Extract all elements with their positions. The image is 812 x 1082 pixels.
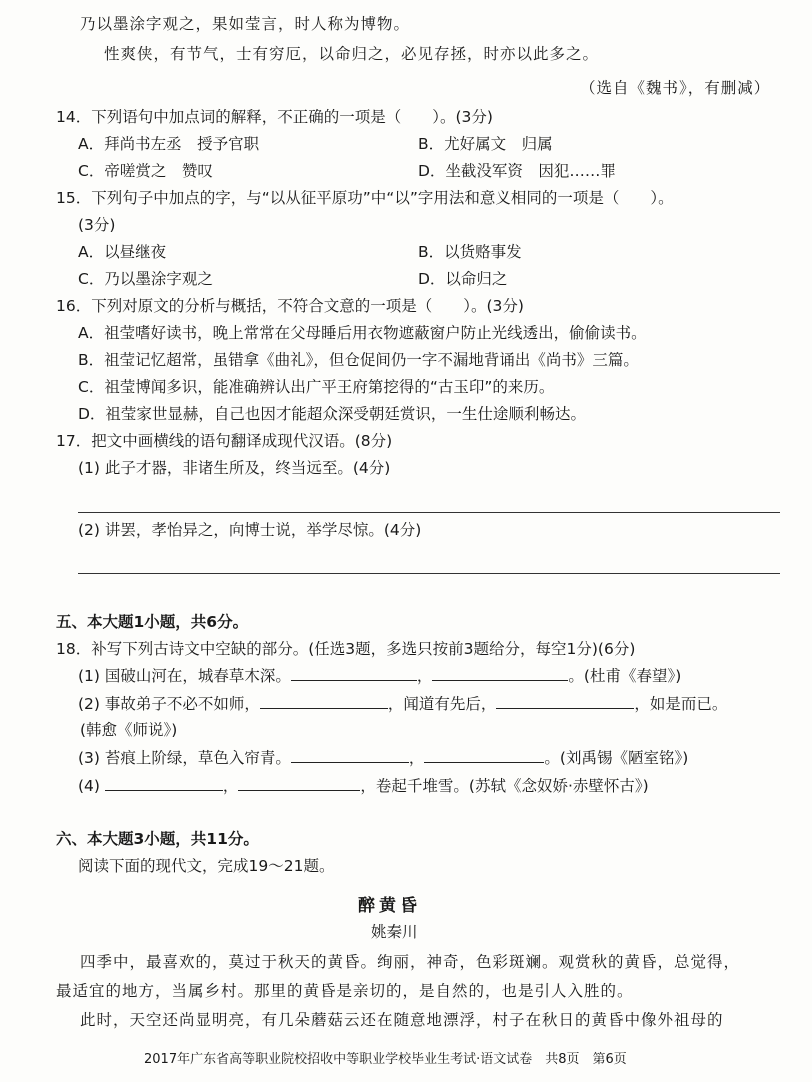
question-15-option-d[interactable]: D．以命归之 — [418, 270, 508, 288]
question-18-item-3: (3) 苔痕上阶绿，草色入帘青。 ， 。(刘禹锡《陋室铭》) — [78, 749, 689, 767]
section-5-heading: 五、本大题1小题，共6分。 — [56, 613, 249, 631]
question-15-stem: 15．下列句子中加点的字，与“以从征平原功”中“以”字用法和意义相同的一项是（ ）。 — [56, 189, 674, 207]
fill-blank[interactable] — [291, 748, 409, 763]
question-16-stem: 16．下列对原文的分析与概括，不符合文意的一项是（ ）。(3分) — [56, 297, 524, 315]
question-15-option-c[interactable]: C．乃以墨涂字观之 — [78, 270, 213, 288]
fill-blank[interactable] — [291, 666, 417, 681]
question-18-item-2: (2) 事故弟子不必不如师， ，闻道有先后， ，如是而已。 — [78, 695, 728, 713]
fill-blank[interactable] — [432, 666, 568, 681]
question-17-sentence-1: (1) 此子才器，非诸生所及，终当远至。(4分) — [78, 459, 391, 477]
question-17-stem: 17．把文中画横线的语句翻译成现代汉语。(8分) — [56, 432, 393, 450]
answer-line[interactable] — [78, 512, 780, 513]
essay-paragraph-line: 最适宜的地方，当属乡村。那里的黄昏是亲切的，是自然的，也是引人入胜的。 — [56, 982, 634, 1000]
question-14-option-d[interactable]: D．坐截没军资 因犯……罪 — [418, 162, 616, 180]
fill-blank[interactable] — [238, 776, 360, 791]
question-14-stem: 14．下列语句中加点词的解释，不正确的一项是（ ）。(3分) — [56, 108, 493, 126]
question-16-option-d[interactable]: D．祖莹家世显赫，自己也因才能超众深受朝廷赏识，一生仕途顺利畅达。 — [78, 405, 586, 423]
section-6-intro: 阅读下面的现代文，完成19～21题。 — [78, 857, 335, 875]
question-15-option-a[interactable]: A．以昼继夜 — [78, 243, 167, 261]
passage-line: 性爽侠，有节气，士有穷厄，以命归之，必见存拯，时亦以此多之。 — [104, 45, 600, 63]
essay-paragraph-line: 四季中，最喜欢的，莫过于秋天的黄昏。绚丽，神奇，色彩斑斓。观赏秋的黄昏，总觉得， — [80, 953, 741, 971]
question-18-item-4: (4) ， ，卷起千堆雪。(苏轼《念奴娇·赤壁怀古》) — [78, 777, 649, 795]
question-14-option-a[interactable]: A．拜尚书左丞 授予官职 — [78, 135, 260, 153]
question-16-option-a[interactable]: A．祖莹嗜好读书，晚上常常在父母睡后用衣物遮蔽窗户防止光线透出，偷偷读书。 — [78, 324, 647, 342]
question-16-option-c[interactable]: C．祖莹博闻多识，能准确辨认出广平王府第挖得的“古玉印”的来历。 — [78, 378, 555, 396]
question-15-score: (3分) — [78, 216, 116, 234]
essay-author: 姚秦川 — [371, 923, 418, 941]
question-14-option-c[interactable]: C．帝嗟赏之 赞叹 — [78, 162, 213, 180]
question-15-option-b[interactable]: B．以货赂事发 — [418, 243, 522, 261]
question-14-option-b[interactable]: B．尤好属文 归属 — [418, 135, 553, 153]
fill-blank[interactable] — [496, 694, 634, 709]
fill-blank[interactable] — [260, 694, 388, 709]
essay-paragraph-line: 此时，天空还尚显明亮，有几朵蘑菇云还在随意地漂浮，村子在秋日的黄昏中像外祖母的 — [80, 1011, 724, 1029]
fill-blank[interactable] — [105, 776, 223, 791]
passage-line: 乃以墨涂字观之，果如莹言，时人称为博物。 — [80, 15, 411, 33]
question-16-option-b[interactable]: B．祖莹记忆超常，虽错拿《曲礼》，但仓促间仍一字不漏地背诵出《尚书》三篇。 — [78, 351, 639, 369]
question-18-item-2-source: (韩愈《师说》) — [80, 721, 178, 739]
question-17-sentence-2: (2) 讲罢，孝怡异之，向博士说，举学尽惊。(4分) — [78, 521, 422, 539]
fill-blank[interactable] — [424, 748, 544, 763]
essay-title: 醉黄昏 — [358, 896, 421, 916]
passage-source: （选自《魏书》，有删减） — [580, 79, 771, 97]
answer-line[interactable] — [78, 573, 780, 574]
section-6-heading: 六、本大题3小题，共11分。 — [56, 830, 259, 848]
page-footer: 2017年广东省高等职业院校招收中等职业学校毕业生考试·语文试卷 共8页 第6页 — [144, 1052, 627, 1067]
question-18-item-1: (1) 国破山河在，城春草木深。 ， 。(杜甫《春望》) — [78, 667, 682, 685]
question-18-stem: 18．补写下列古诗文中空缺的部分。(任选3题，多选只按前3题给分，每空1分)(6分) — [56, 640, 636, 658]
